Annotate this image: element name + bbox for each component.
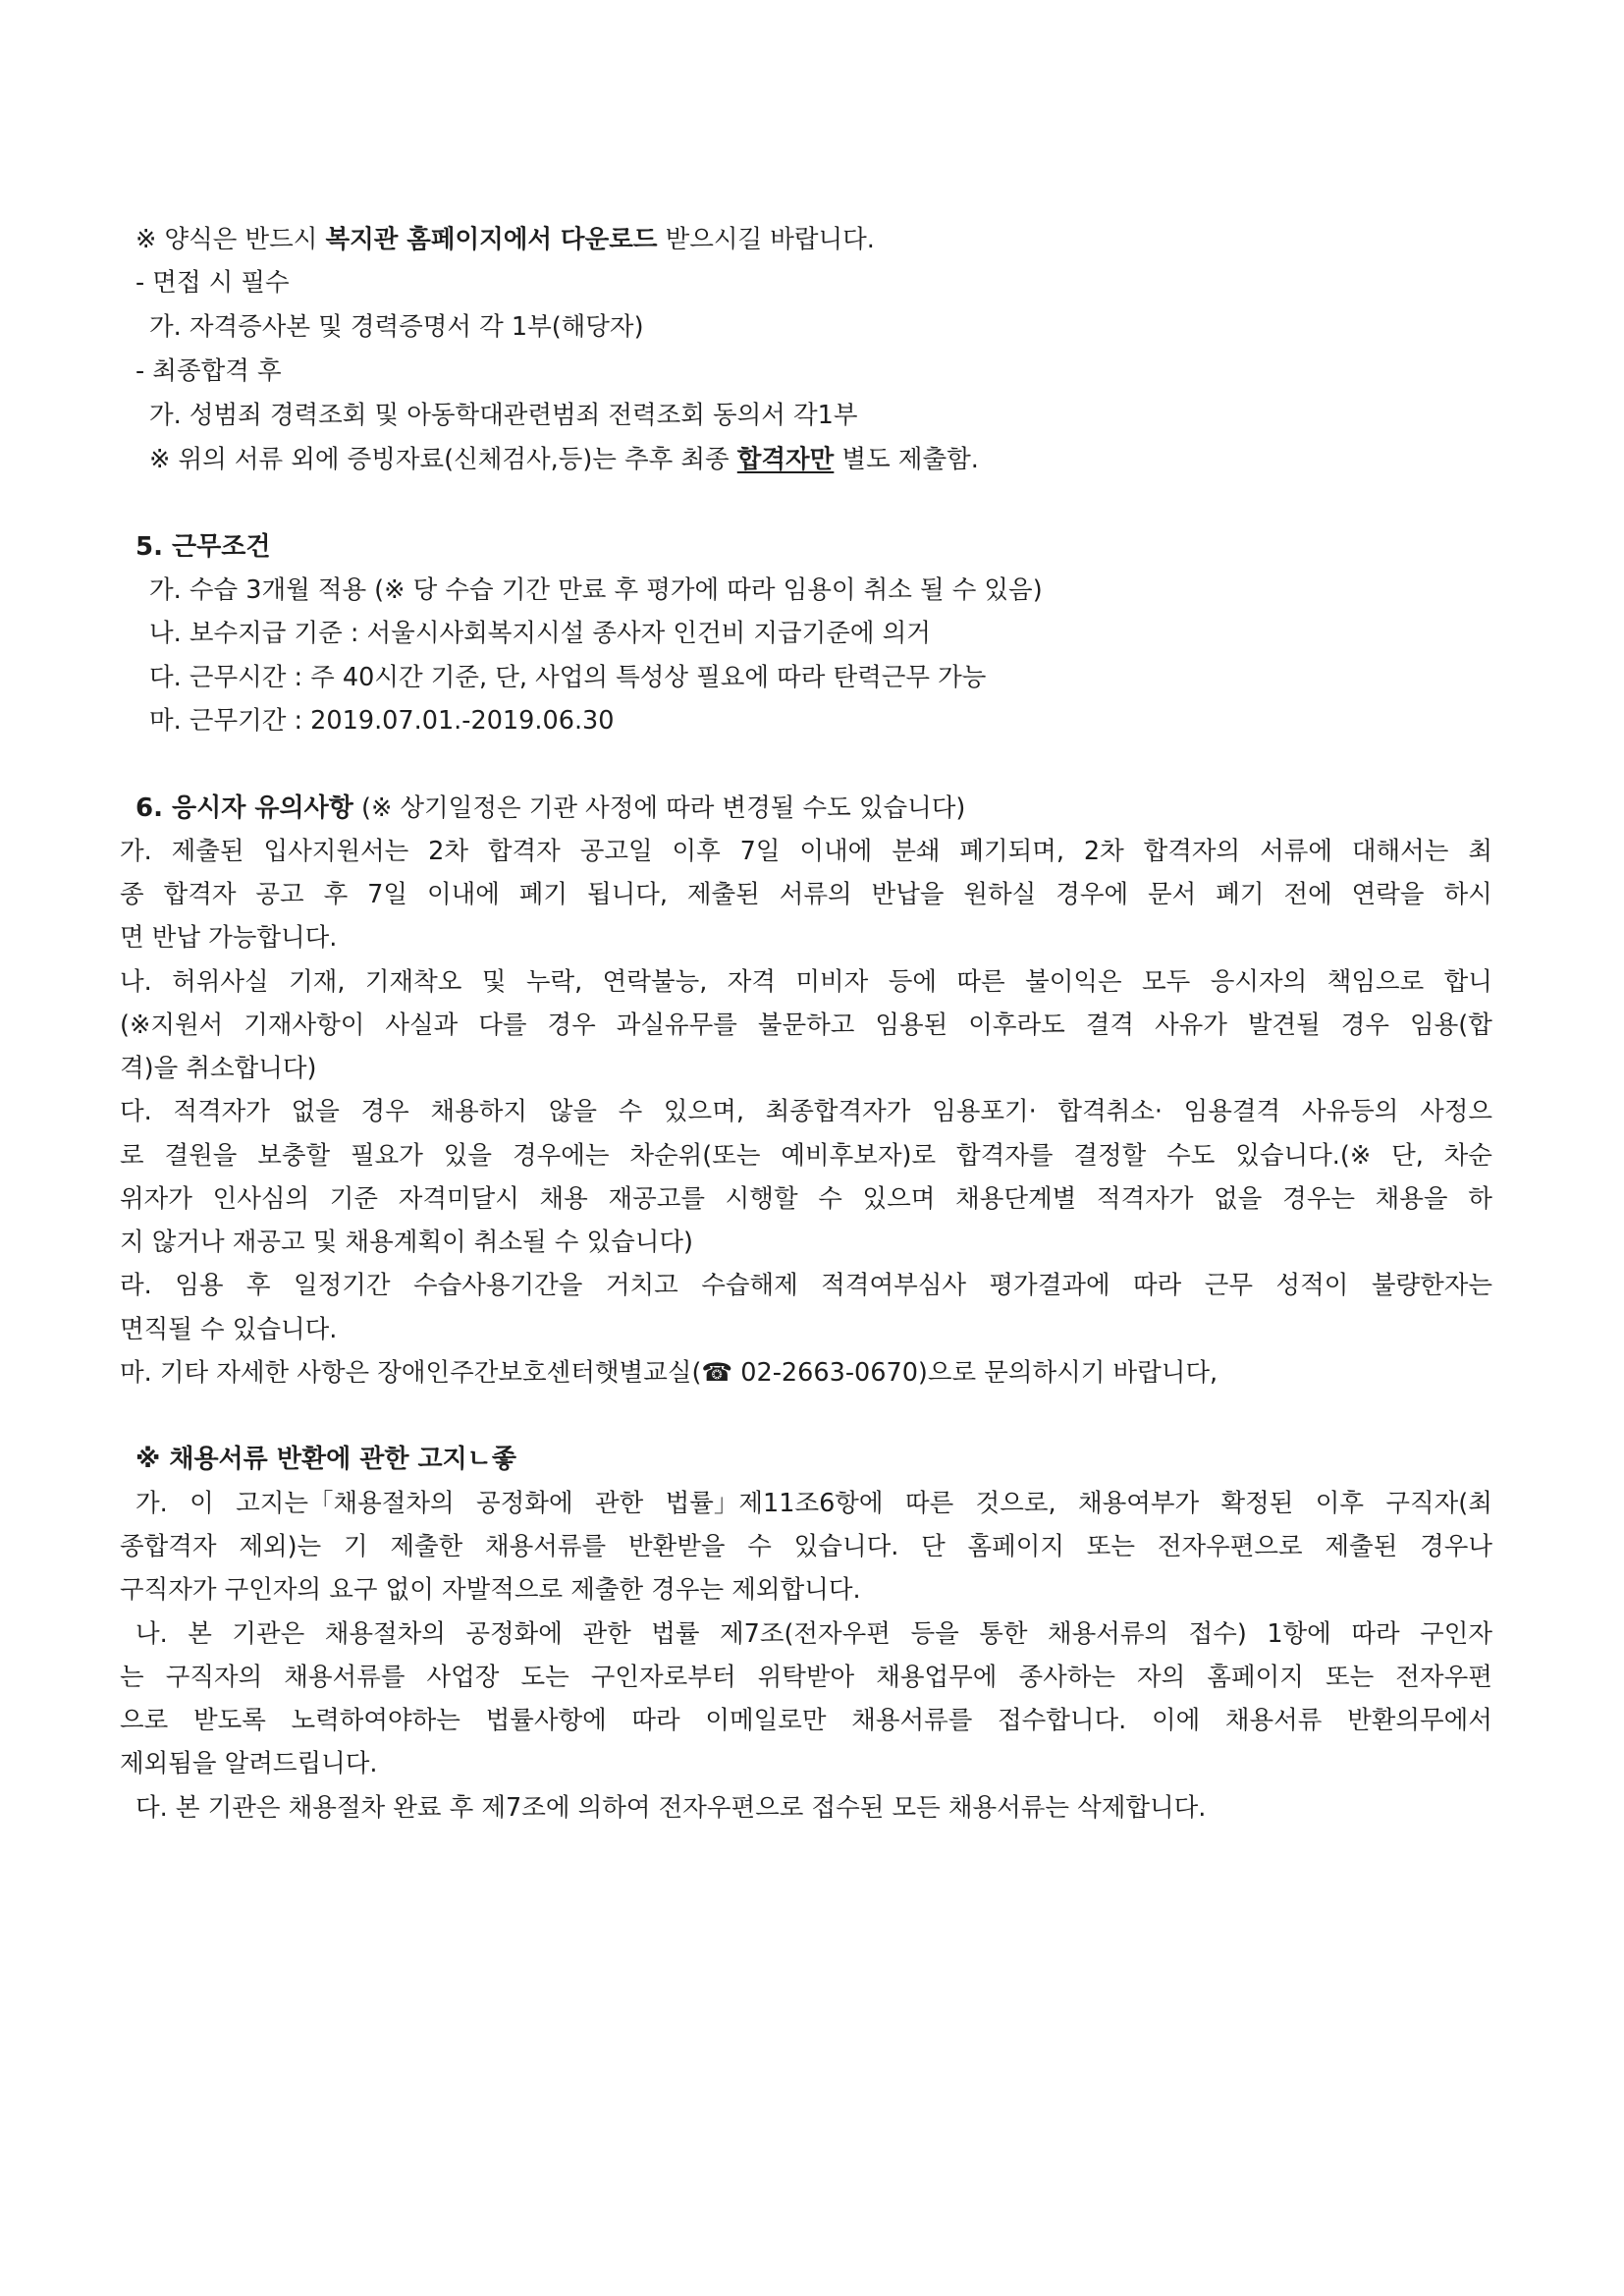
final-pass-item: 가. 성범죄 경력조회 및 아동학대관련범죄 전력조회 동의서 각1부 bbox=[149, 401, 858, 430]
final-pass-heading: - 최종합격 후 bbox=[135, 356, 282, 386]
section-6-line: 종 합격자 공고 후 7일 이내에 폐기 됩니다, 제출된 서류의 반납을 원하실 경우에 문서 폐기 전에 연락을 하시 bbox=[120, 880, 1492, 909]
return-notice-line: 제외됨을 알려드립니다. bbox=[120, 1749, 378, 1778]
return-notice-title: ※ 채용서류 반환에 관한 고지ㄴ좋 bbox=[135, 1445, 516, 1474]
return-notice-line: 다. 본 기관은 채용절차 완료 후 제7조에 의하여 전자우편으로 접수된 모든 채용서류는 삭제합니다. bbox=[135, 1793, 1207, 1823]
return-notice-line: 는 구직자의 채용서류를 사업장 도는 구인자로부터 위탁받아 채용업무에 종사하는 자의 홈페이지 또는 전자우편 bbox=[120, 1663, 1492, 1692]
section-6-line: 다. 적격자가 없을 경우 채용하지 않을 수 있으며, 최종합격자가 임용포기· 합격취소· 임용결격 사유등의 사정으 bbox=[120, 1097, 1492, 1126]
successful-only-emphasis: 합격자만 bbox=[736, 445, 835, 474]
section-5-title: 5. 근무조건 bbox=[135, 532, 271, 562]
section-5-item: 나. 보수지급 기준 : 서울시사회복지시설 종사자 인건비 지급기준에 의거 bbox=[149, 619, 931, 648]
return-notice-line: 가. 이 고지는「채용절차의 공정화에 관한 법률」제11조6항에 따른 것으로, 채용여부가 확정된 이후 구직자(최 bbox=[135, 1489, 1492, 1518]
return-notice-line: 구직자가 구인자의 요구 없이 자발적으로 제출한 경우는 제외합니다. bbox=[120, 1575, 861, 1605]
interview-required-item: 가. 자격증사본 및 경력증명서 각 1부(해당자) bbox=[149, 312, 644, 342]
section-6-line: 가. 제출된 입사지원서는 2차 합격자 공고일 이후 7일 이내에 분쇄 폐기되며, 2차 합격자의 서류에 대해서는 최 bbox=[120, 837, 1492, 866]
section-6-header bbox=[135, 793, 965, 824]
section-6-line: 라. 임용 후 일정기간 수습사용기간을 거치고 수습해제 적격여부심사 평가결과에 따라 근무 성적이 불량한자는 bbox=[120, 1271, 1492, 1300]
extra-documents-notice: ※ 위의 서류 외에 증빙자료(신체검사,등)는 추후 최종 합격자만 별도 제출함. bbox=[149, 445, 979, 474]
section-6-line: 로 결원을 보충할 필요가 있을 경우에는 차순위(또는 예비후보자)로 합격자를 결정할 수도 있습니다.(※ 단, 차순 bbox=[120, 1141, 1492, 1171]
section-5-item: 마. 근무기간 : 2019.07.01.-2019.06.30 bbox=[149, 706, 615, 736]
form-download-notice: ※ 양식은 반드시 복지관 홈페이지에서 다운로드 받으시길 바랍니다. bbox=[135, 225, 875, 254]
section-6-line: 위자가 인사심의 기준 자격미달시 채용 재공고를 시행할 수 있으며 채용단계별 적격자가 없을 경우는 채용을 하 bbox=[120, 1184, 1492, 1214]
return-notice-line: 종합격자 제외)는 기 제출한 채용서류를 반환받을 수 있습니다. 단 홈페이지 또는 전자우편으로 제출된 경우나 bbox=[120, 1532, 1492, 1561]
return-notice-line: 으로 받도록 노력하여야하는 법률사항에 따라 이메일로만 채용서류를 접수합니다. 이에 채용서류 반환의무에서 bbox=[120, 1706, 1492, 1735]
section-6-title-note: (※ 상기일정은 기관 사정에 따라 변경될 수도 있습니다) bbox=[352, 793, 966, 823]
section-6-line: 나. 허위사실 기재, 기재착오 및 누락, 연락불능, 자격 미비자 등에 따른 불이익은 모두 응시자의 책임으로 합니 bbox=[120, 967, 1492, 997]
section-6-line: 면 반납 가능합니다. bbox=[120, 923, 338, 953]
section-6-contact-line: 마. 기타 자세한 사항은 장애인주간보호센터햇별교실(☎ 02-2663-0670)으로 문의하시기 바랍니다, bbox=[120, 1358, 1218, 1388]
section-6-title: 6. 응시자 유의사항 bbox=[135, 793, 353, 823]
section-5-item: 다. 근무시간 : 주 40시간 기준, 단, 사업의 특성상 필요에 따라 탄력근무 가능 bbox=[149, 663, 987, 692]
section-6-line: 면직될 수 있습니다. bbox=[120, 1315, 338, 1344]
interview-required-heading: - 면접 시 필수 bbox=[135, 268, 290, 298]
section-6-line: (※지원서 기재사항이 사실과 다를 경우 과실유무를 불문하고 임용된 이후라도 결격 사유가 발견될 경우 임용(합 bbox=[120, 1011, 1492, 1040]
section-5-item: 가. 수습 3개월 적용 (※ 당 수습 기간 만료 후 평가에 따라 임용이 취소 될 수 있음) bbox=[149, 575, 1043, 605]
section-6-line: 격)을 취소합니다) bbox=[120, 1054, 317, 1083]
form-download-emphasis: 복지관 홈페이지에서 다운로드 bbox=[325, 225, 658, 254]
section-6-line: 지 않거나 재공고 및 채용계획이 취소될 수 있습니다) bbox=[120, 1228, 693, 1257]
return-notice-line: 나. 본 기관은 채용절차의 공정화에 관한 법률 제7조(전자우편 등을 통한 채용서류의 접수) 1항에 따라 구인자 bbox=[135, 1619, 1492, 1649]
